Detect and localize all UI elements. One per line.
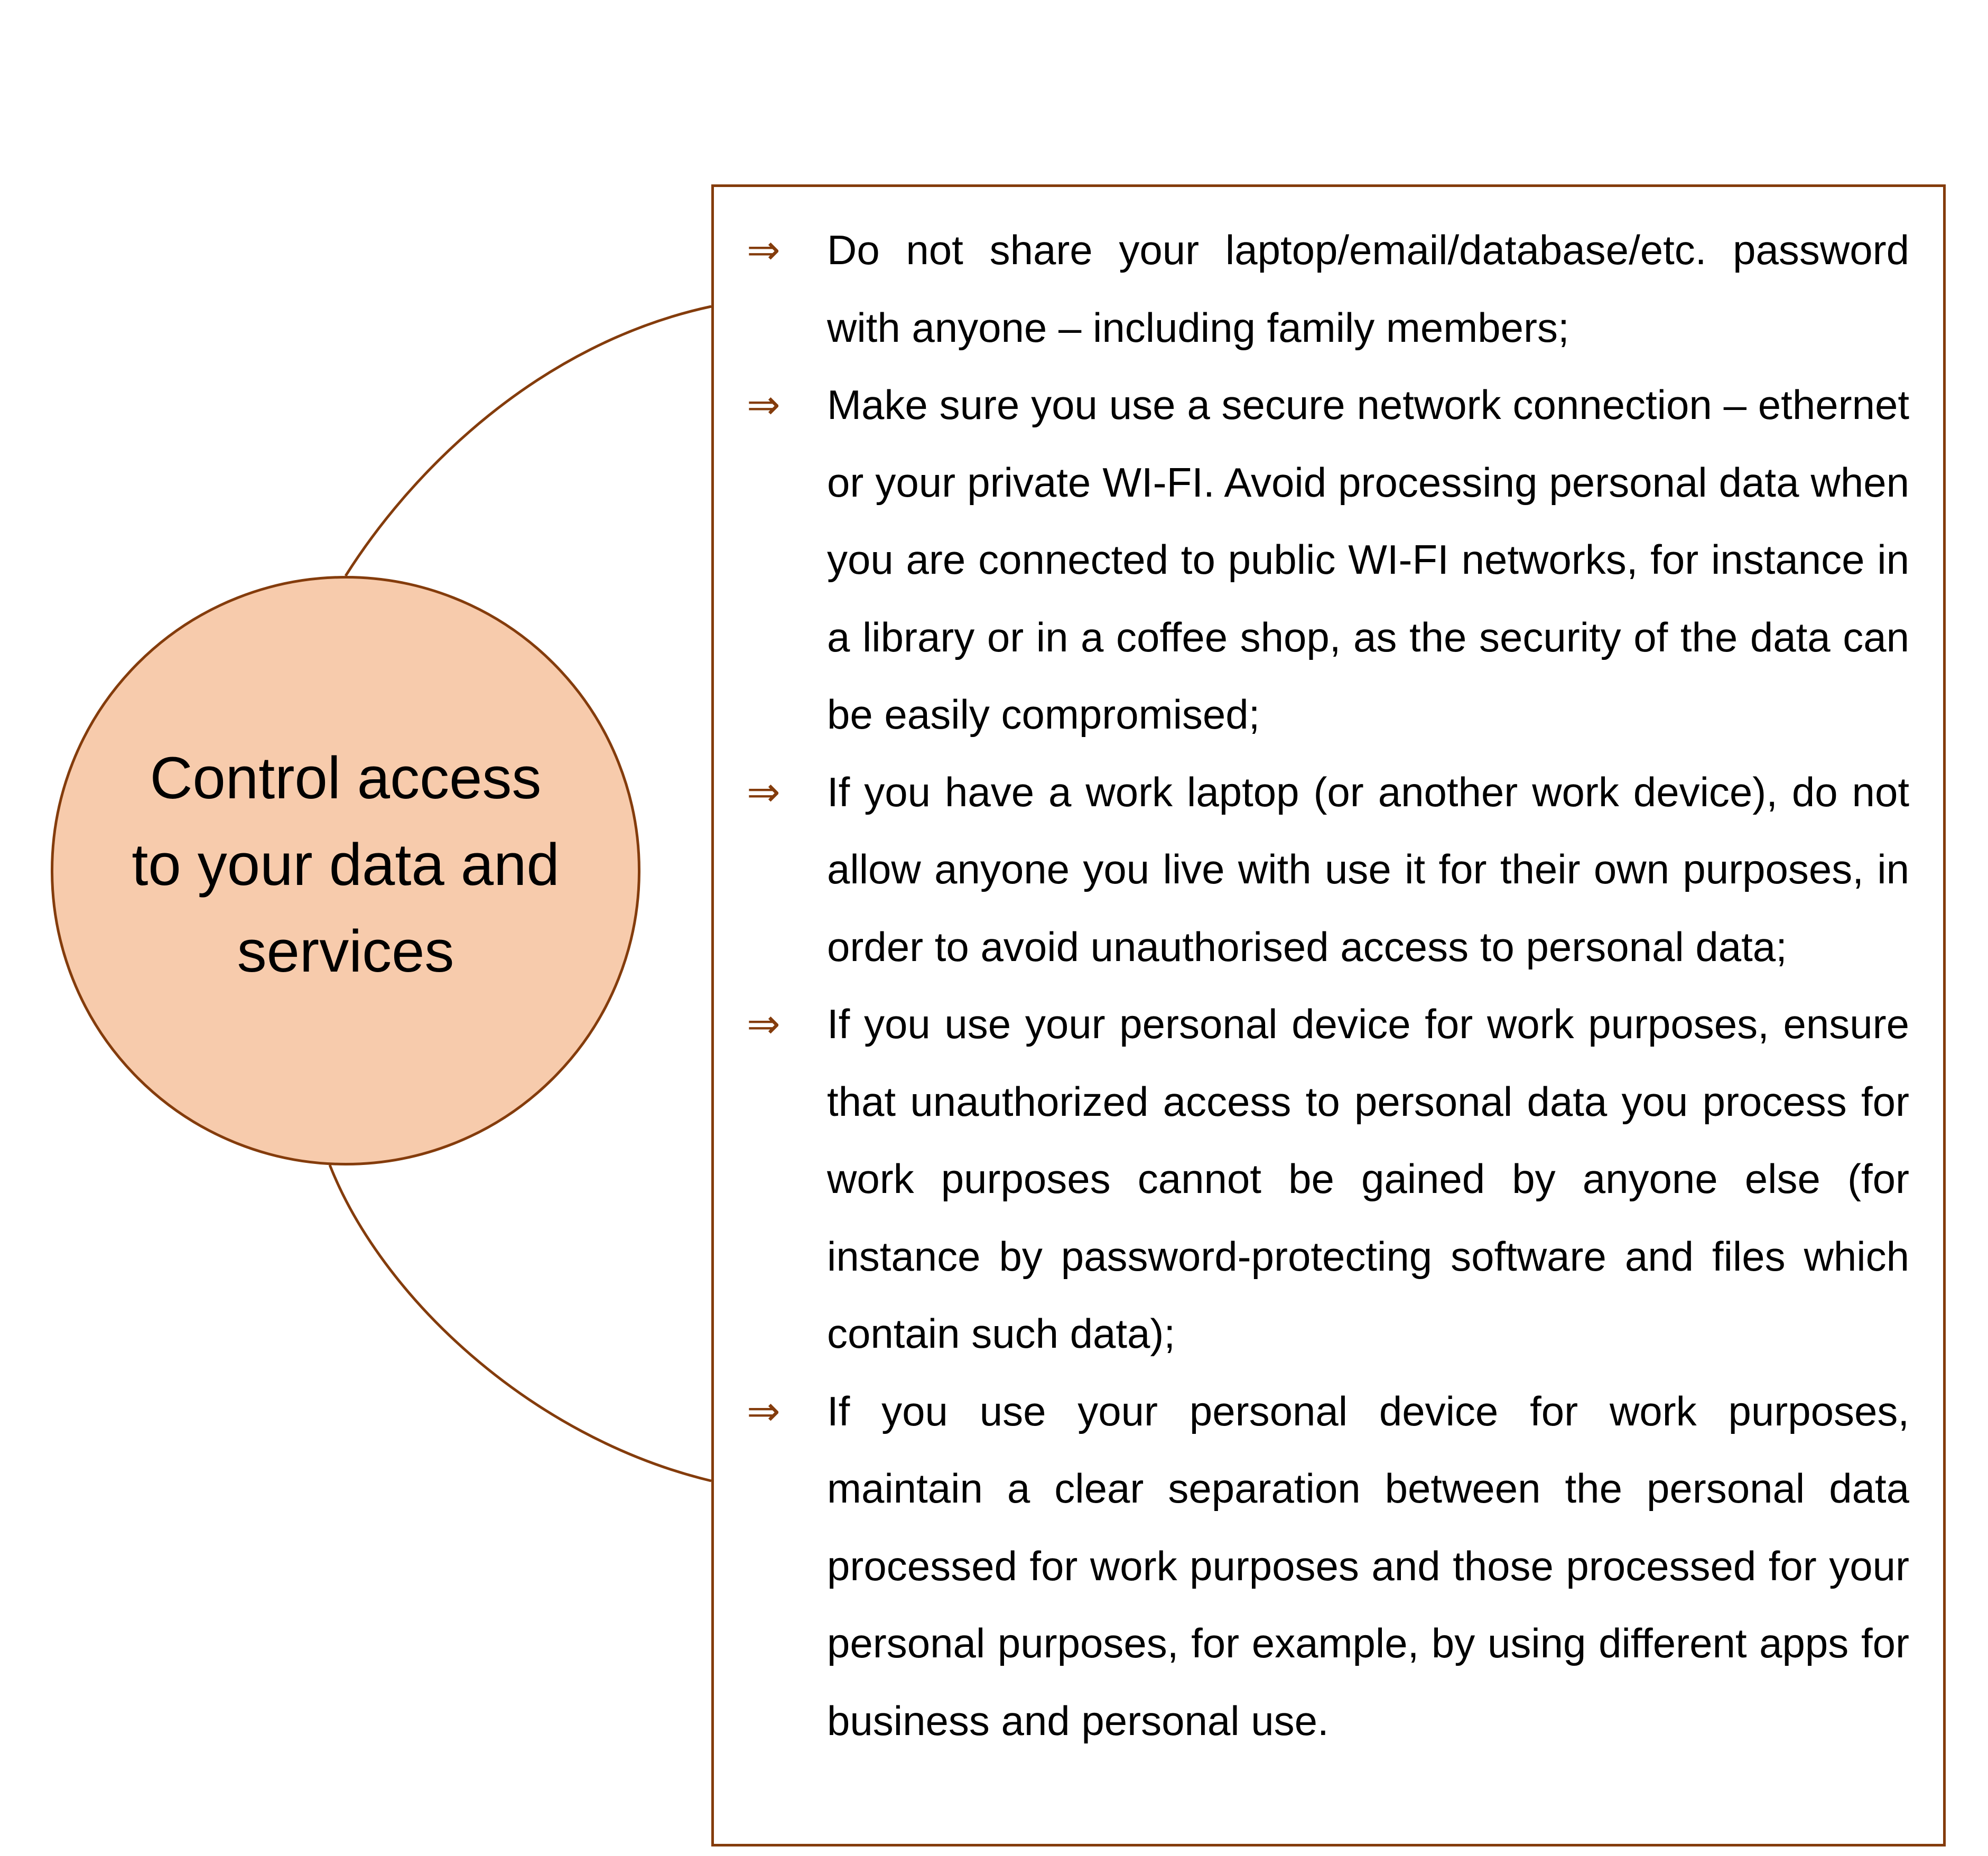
tip-text: If you have a work laptop (or another work device), do not allow anyone you live with use it for their own purposes, in order to avoid unauthorised access to personal data;: [827, 768, 1909, 970]
double-arrow-bullet-icon: ⇒: [747, 226, 781, 273]
tip-text: If you use your personal device for work purposes, maintain a clear separation between the personal data processed for work purposes and those processed for your personal purposes, for example, by using different apps for business and personal use.: [827, 1387, 1909, 1744]
double-arrow-bullet-icon: ⇒: [747, 1387, 781, 1434]
tip-text: If you use your personal device for work purposes, ensure that unauthorized access to personal data you process for work purposes cannot be gained by anyone else (for instance by password-protecting software and files which contain such data);: [827, 1001, 1909, 1357]
tip-text: Make sure you use a secure network connection – ethernet or your private WI-FI. Avoid processing personal data when you are connected to public WI-FI networks, for instance in a library or in a coffee shop, as the security of the data can be easily compromised;: [827, 381, 1909, 738]
lower-connector-arc: [330, 1165, 711, 1481]
tip-item: [714, 985, 1943, 1373]
double-arrow-bullet-icon: ⇒: [747, 1000, 781, 1047]
central-node-label: Control access to your data and services: [132, 745, 560, 984]
tips-list: [714, 211, 1943, 1759]
double-arrow-bullet-icon: ⇒: [747, 768, 781, 815]
tip-item: [714, 1373, 1943, 1760]
double-arrow-bullet-icon: ⇒: [747, 381, 781, 428]
tip-item: [714, 366, 1943, 753]
central-circle-node: [51, 576, 640, 1165]
tips-box: [711, 184, 1946, 1846]
tip-item: [714, 753, 1943, 986]
tip-text: Do not share your laptop/email/database/etc. password with anyone – including family members;: [827, 227, 1909, 351]
tip-item: [714, 211, 1943, 366]
upper-connector-arc: [346, 306, 711, 576]
